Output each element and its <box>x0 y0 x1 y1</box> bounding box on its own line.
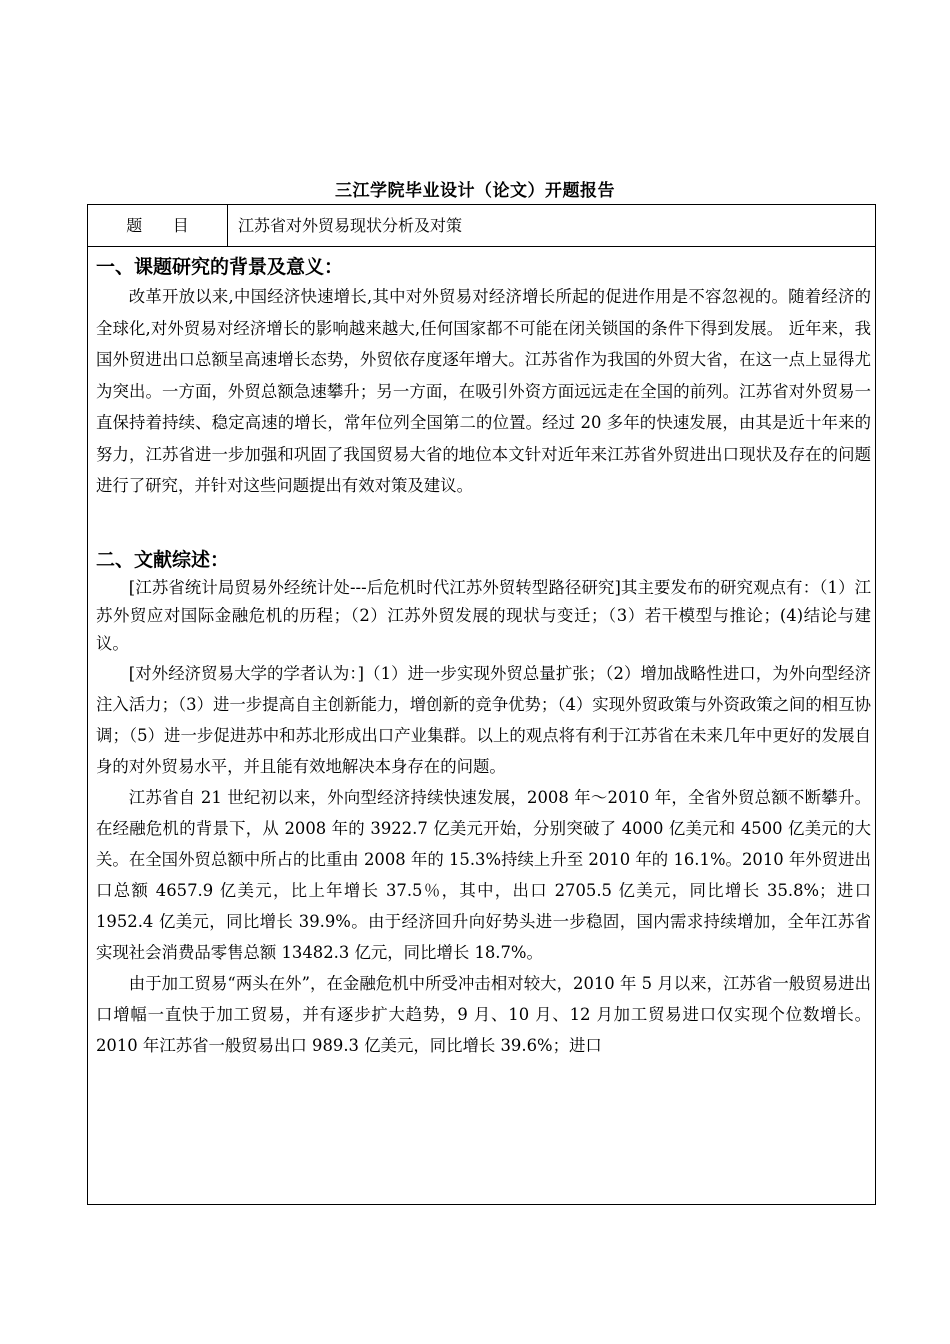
document-title: 三江学院毕业设计（论文）开题报告 <box>335 181 615 201</box>
literature-paragraph-2: [对外经济贸易大学的学者认为：]（1）进一步实现外贸总量扩张；（2）增加战略性进口，为外向型经济注入活力；（3）进一步提高自主创新能力，增创新的竞争优势；（4）实现外贸政策与外资政策之间的相互协调；（5）进一步促进苏中和苏北形成出口产业集群。以上的观点将有利于江苏省在未来几年中更好的发展自身的对外贸易水平，并且能有效地解决本身存在的问题。 <box>96 663 871 776</box>
literature-heading: 二、文献综述： <box>96 548 230 571</box>
background-heading: 一、课题研究的背景及意义： <box>96 256 344 278</box>
report-form-table <box>87 204 876 1205</box>
background-paragraph: 改革开放以来,中国经济快速增长,其中对外贸易对经济增长所起的促进作用是不容忽视的。随着经济的全球化,对外贸易对经济增长的影响越来越大,任何国家都不可能在闭关锁国的条件下得到发展。 近年来，我国外贸进出口总额呈高速增长态势，外贸依存度逐年增大。江苏省作为我国的外贸大省，在这一点上显得尤为突出。一方面，外贸总额急速攀升；另一方面，在吸引外资方面远远走在全国的前列。江苏省对外贸易一直保持着持续、稳定高速的增长，常年位列全国第二的位置。经过 20 多年的快速发展，由其是近十年来的努力，江苏省进一步加强和巩固了我国贸易大省的地位本文针对近年来江苏省外贸进出口现状及存在的问题进行了研究，并针对这些问题提出有效对策及建议。 <box>96 287 871 495</box>
report-content <box>96 253 871 1061</box>
topic-row <box>88 205 875 247</box>
topic-label: 题 目 <box>88 205 228 246</box>
literature-paragraph-1: [江苏省统计局贸易外经统计处---后危机时代江苏外贸转型路径研究]其主要发布的研究观点有：（1）江苏外贸应对国际金融危机的历程；（2）江苏外贸发展的现状与变迁；（3）若干模型与推论；(4)结论与建议。 <box>96 577 871 653</box>
literature-paragraph-4: 由于加工贸易“两头在外”，在金融危机中所受冲击相对较大，2010 年 5 月以来，江苏省一般贸易进出口增幅一直快于加工贸易，并有逐步扩大趋势，9 月、10 月、12 月加工贸易进口仅实现个位数增长。2010 年江苏省一般贸易出口 989.3 亿美元，同比增长 39.6%；进口 <box>96 973 871 1055</box>
literature-paragraph-3: 江苏省自 21 世纪初以来，外向型经济持续快速发展，2008 年～2010 年，全省外贸总额不断攀升。在经融危机的背景下，从 2008 年的 3922.7 亿美元开始，分别突破了 4000 亿美元和 4500 亿美元的大关。在全国外贸总额中所占的比重由 2008 年的 15.3%持续上升至 2010 年的 16.1%。2010 年外贸进出口总额 4657.9 亿美元，比上年增长 37.5％，其中，出口 2705.5 亿美元，同比增长 35.8%；进口 1952.4 亿美元，同比增长 39.9%。由于经济回升向好势头进一步稳固，国内需求持续增加，全年江苏省实现社会消费品零售总额 13482.3 亿元，同比增长 18.7%。 <box>96 787 871 962</box>
topic-value: 江苏省对外贸易现状分析及对策 <box>238 216 463 235</box>
